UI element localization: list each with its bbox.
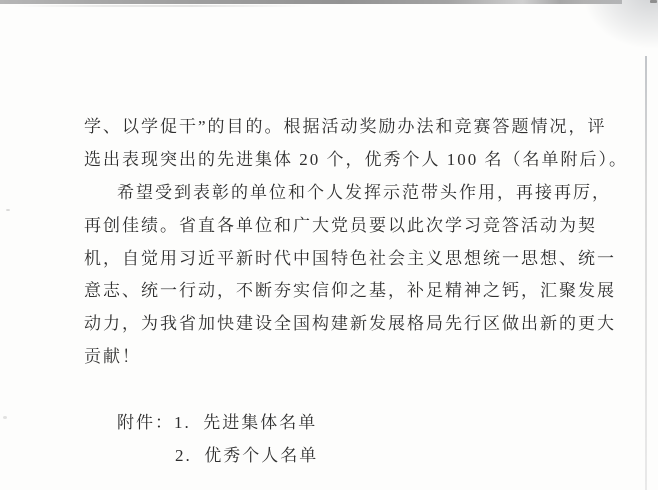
scan-artifact-top-edge bbox=[0, 0, 622, 4]
doc-line: 选出表现突出的先进集体 20 个，优秀个人 100 名（名单附后）。 bbox=[84, 149, 628, 169]
doc-line: 再创佳绩。省直各单位和广大党员要以此次学习竞答活动为契 bbox=[84, 215, 597, 235]
doc-line: 学、以学促干”的目的。根据活动奖励办法和竞赛答题情况，评 bbox=[84, 117, 607, 136]
doc-line: 意志、统一行动，不断夯实信仰之基，补足精神之钙，汇聚发展 bbox=[84, 281, 616, 301]
doc-line: 动力，为我省加快建设全国构建新发展格局先行区做出新的更大 bbox=[84, 314, 616, 334]
scan-speck bbox=[3, 416, 7, 419]
document-body-text bbox=[84, 111, 632, 473]
doc-line: 2. 优秀个人名单 bbox=[175, 445, 319, 465]
doc-line bbox=[84, 374, 632, 407]
scan-artifact-streak bbox=[12, 5, 312, 7]
scan-artifact-corner-chip bbox=[650, 0, 657, 3]
scan-speck bbox=[6, 209, 10, 211]
doc-line: 附件：1. 先进集体名单 bbox=[117, 413, 318, 433]
doc-line: 希望受到表彰的单位和个人发挥示范带头作用，再接再厉， bbox=[117, 182, 611, 202]
doc-line: 贡献！ bbox=[84, 347, 141, 367]
doc-line: 机，自觉用习近平新时代中国特色社会主义思想统一思想、统一 bbox=[84, 248, 616, 268]
scan-artifact-page-edge bbox=[645, 56, 647, 490]
